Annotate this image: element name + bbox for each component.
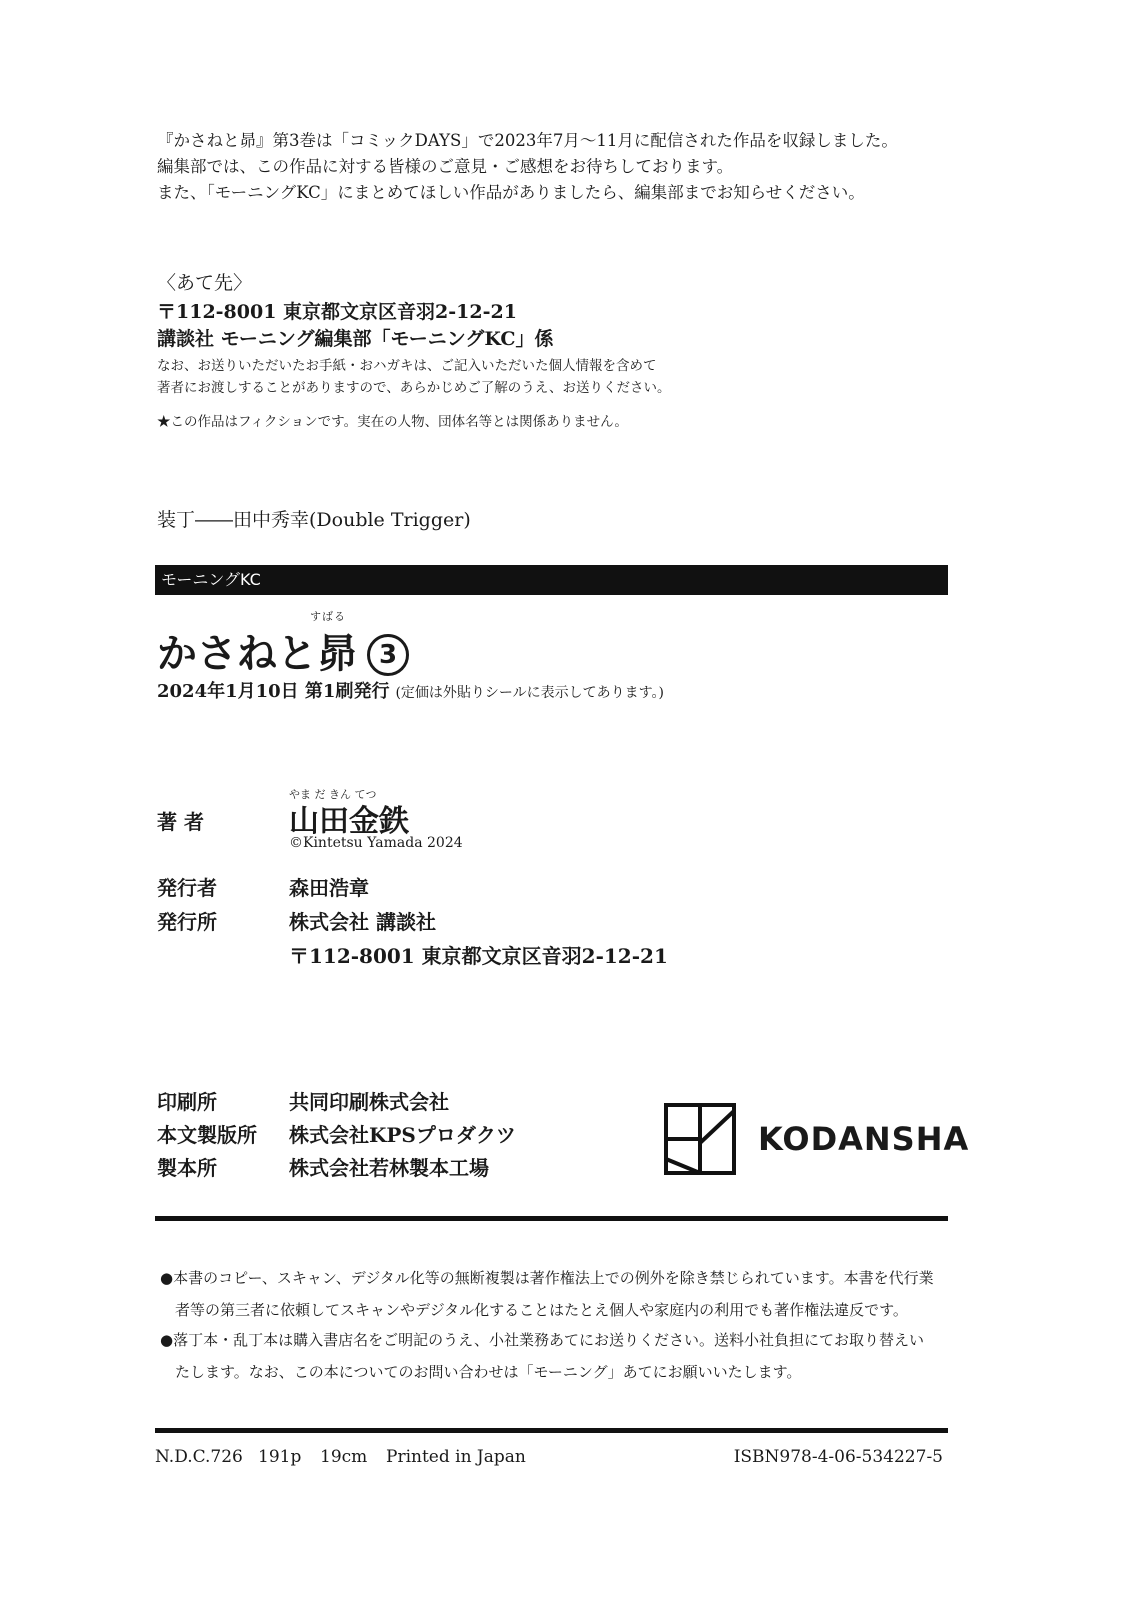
publisher-person-value: 森田浩章 bbox=[289, 876, 369, 900]
kodansha-logo-icon bbox=[664, 1103, 736, 1175]
defect-notice-line-1: ●落丁本・乱丁本は購入書店名をご明記のうえ、小社業務あてにお送りください。送料小社負担にてお取り替えい bbox=[160, 1331, 924, 1349]
platemaker-label: 本文製版所 bbox=[157, 1123, 257, 1147]
divider-bottom bbox=[155, 1428, 948, 1433]
book-size: 19cm bbox=[320, 1447, 368, 1467]
copy-notice-line-2: 者等の第三者に依頼してスキャンやデジタル化することはたとえ個人や家庭内の利用でも著作権法違反です。 bbox=[160, 1301, 908, 1319]
publication-date: 2024年1月10日 第1刷発行 bbox=[157, 681, 390, 702]
fiction-note: ★この作品はフィクションです。実在の人物、団体名等とは関係ありません。 bbox=[157, 414, 628, 430]
binder-label: 製本所 bbox=[157, 1156, 217, 1180]
volume-number: 3 bbox=[367, 634, 409, 676]
publisher-person-label: 発行者 bbox=[157, 876, 217, 900]
address-note-1: なお、お送りいただいたお手紙・おハガキは、ご記入いただいた個人情報を含めて bbox=[157, 358, 657, 374]
copyright: ©Kintetsu Yamada 2024 bbox=[289, 835, 463, 851]
address-department: 講談社 モーニング編集部「モーニングKC」係 bbox=[157, 328, 554, 350]
address-postal: 〒112-8001 東京都文京区音羽2-12-21 bbox=[157, 301, 517, 323]
author-name: 山田金鉄 bbox=[289, 804, 409, 839]
title-ruby: すばる bbox=[310, 610, 346, 623]
design-credit: 装丁――田中秀幸(Double Trigger) bbox=[157, 509, 471, 531]
price-note: (定価は外貼りシールに表示してあります。) bbox=[395, 685, 664, 701]
notice-line-2: 編集部では、この作品に対する皆様のご意見・ご感想をお待ちしております。 bbox=[157, 157, 734, 176]
book-title bbox=[157, 622, 409, 679]
notice-line-3: また、「モーニングKC」にまとめてほしい作品がありましたら、編集部までお知らせください。 bbox=[157, 183, 865, 202]
publication-line bbox=[157, 677, 664, 703]
publisher-label: 発行所 bbox=[157, 910, 217, 934]
printed-in: Printed in Japan bbox=[386, 1447, 526, 1467]
printer-value: 共同印刷株式会社 bbox=[289, 1090, 449, 1114]
printer-label: 印刷所 bbox=[157, 1090, 217, 1114]
ndc-code: N.D.C.726 bbox=[155, 1447, 243, 1467]
defect-notice-line-2: たします。なお、この本についてのお問い合わせは「モーニング」あてにお願いいたします。 bbox=[160, 1363, 802, 1381]
divider-top bbox=[155, 1216, 948, 1221]
kodansha-wordmark: KODANSHA bbox=[758, 1120, 970, 1158]
publisher-address: 〒112-8001 東京都文京区音羽2-12-21 bbox=[289, 944, 668, 968]
copy-notice-line-1: ●本書のコピー、スキャン、デジタル化等の無断複製は著作権法上での例外を除き禁じられています。本書を代行業 bbox=[160, 1269, 934, 1287]
page-count: 191p bbox=[258, 1447, 302, 1467]
author-ruby: やま だ きん てつ bbox=[289, 788, 377, 801]
series-bar: モーニングKC bbox=[155, 565, 948, 595]
book-title-text: かさねと昴 bbox=[157, 631, 357, 677]
notice-line-1: 『かさねと昴』第3巻は「コミックDAYS」で2023年7月〜11月に配信された作品を収録しました。 bbox=[157, 131, 898, 150]
address-heading: 〈あて先〉 bbox=[157, 272, 253, 294]
author-label: 著 者 bbox=[157, 810, 204, 834]
publisher-value: 株式会社 講談社 bbox=[289, 910, 436, 934]
binder-value: 株式会社若林製本工場 bbox=[289, 1156, 489, 1180]
address-note-2: 著者にお渡しすることがありますので、あらかじめご了解のうえ、お送りください。 bbox=[157, 380, 671, 396]
isbn: ISBN978-4-06-534227-5 bbox=[733, 1447, 943, 1467]
platemaker-value: 株式会社KPSプロダクツ bbox=[289, 1123, 516, 1147]
